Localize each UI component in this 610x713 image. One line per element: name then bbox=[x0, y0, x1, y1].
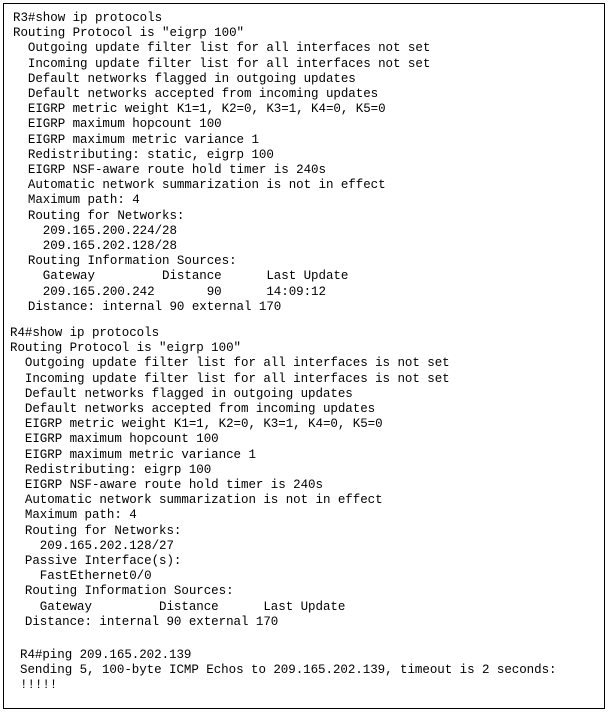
output-line: Gateway Distance Last Update bbox=[13, 269, 349, 284]
output-line: Redistributing: static, eigrp 100 bbox=[13, 147, 274, 162]
output-line: Distance: internal 90 external 170 bbox=[10, 614, 279, 629]
output-line: Default networks flagged in outgoing updates bbox=[13, 71, 356, 86]
output-line: EIGRP NSF-aware route hold timer is 240s bbox=[10, 478, 323, 493]
r4-ping-output bbox=[20, 648, 557, 694]
output-line: Routing Protocol is "eigrp 100" bbox=[10, 341, 241, 356]
output-line: Distance: internal 90 external 170 bbox=[13, 299, 282, 314]
output-line: 209.165.202.128/28 bbox=[13, 239, 177, 254]
output-line: 209.165.200.224/28 bbox=[13, 223, 177, 238]
output-line: 209.165.202.128/27 bbox=[10, 538, 174, 553]
output-line: Default networks accepted from incoming updates bbox=[10, 402, 376, 417]
output-line: Routing for Networks: bbox=[10, 523, 182, 538]
output-line: Routing Information Sources: bbox=[10, 584, 234, 599]
output-line: Gateway Distance Last Update bbox=[10, 599, 346, 614]
output-line: Redistributing: eigrp 100 bbox=[10, 462, 212, 477]
output-line: Routing Information Sources: bbox=[13, 254, 237, 269]
output-line: Incoming update filter list for all interfaces not set bbox=[13, 56, 431, 71]
output-line: EIGRP maximum hopcount 100 bbox=[13, 117, 222, 132]
output-line: R3#show ip protocols bbox=[13, 11, 163, 25]
output-line: Maximum path: 4 bbox=[13, 193, 140, 208]
output-line: R4#ping 209.165.202.139 bbox=[20, 648, 192, 662]
output-line: FastEthernet0/0 bbox=[10, 569, 152, 584]
output-line: Routing for Networks: bbox=[13, 208, 185, 223]
r4-show-ip-protocols-output bbox=[10, 326, 450, 630]
output-line: Automatic network summarization is not in effect bbox=[13, 178, 386, 193]
output-line: !!!!! bbox=[20, 678, 58, 693]
r3-show-ip-protocols-output bbox=[13, 11, 430, 315]
output-line: Outgoing update filter list for all interfaces not set bbox=[13, 41, 431, 56]
output-line: Default networks accepted from incoming updates bbox=[13, 87, 379, 102]
output-line: EIGRP maximum metric variance 1 bbox=[13, 132, 259, 147]
output-line: EIGRP metric weight K1=1, K2=0, K3=1, K4=0, K5=0 bbox=[13, 102, 386, 117]
output-line: Maximum path: 4 bbox=[10, 508, 137, 523]
output-line: Routing Protocol is "eigrp 100" bbox=[13, 26, 244, 41]
output-line: EIGRP maximum metric variance 1 bbox=[10, 447, 256, 462]
output-line: Default networks flagged in outgoing updates bbox=[10, 386, 353, 401]
output-line: Incoming update filter list for all interfaces is not set bbox=[10, 371, 450, 386]
output-line: R4#show ip protocols bbox=[10, 326, 160, 340]
output-line: Passive Interface(s): bbox=[10, 554, 182, 569]
output-line: Sending 5, 100-byte ICMP Echos to 209.165.202.139, timeout is 2 seconds: bbox=[20, 663, 557, 678]
output-line: EIGRP metric weight K1=1, K2=0, K3=1, K4=0, K5=0 bbox=[10, 417, 383, 432]
output-line: EIGRP maximum hopcount 100 bbox=[10, 432, 219, 447]
output-line: Outgoing update filter list for all interfaces is not set bbox=[10, 356, 450, 371]
output-line: Automatic network summarization is not in effect bbox=[10, 493, 383, 508]
output-line: 209.165.200.242 90 14:09:12 bbox=[13, 284, 326, 299]
output-line: EIGRP NSF-aware route hold timer is 240s bbox=[13, 163, 326, 178]
